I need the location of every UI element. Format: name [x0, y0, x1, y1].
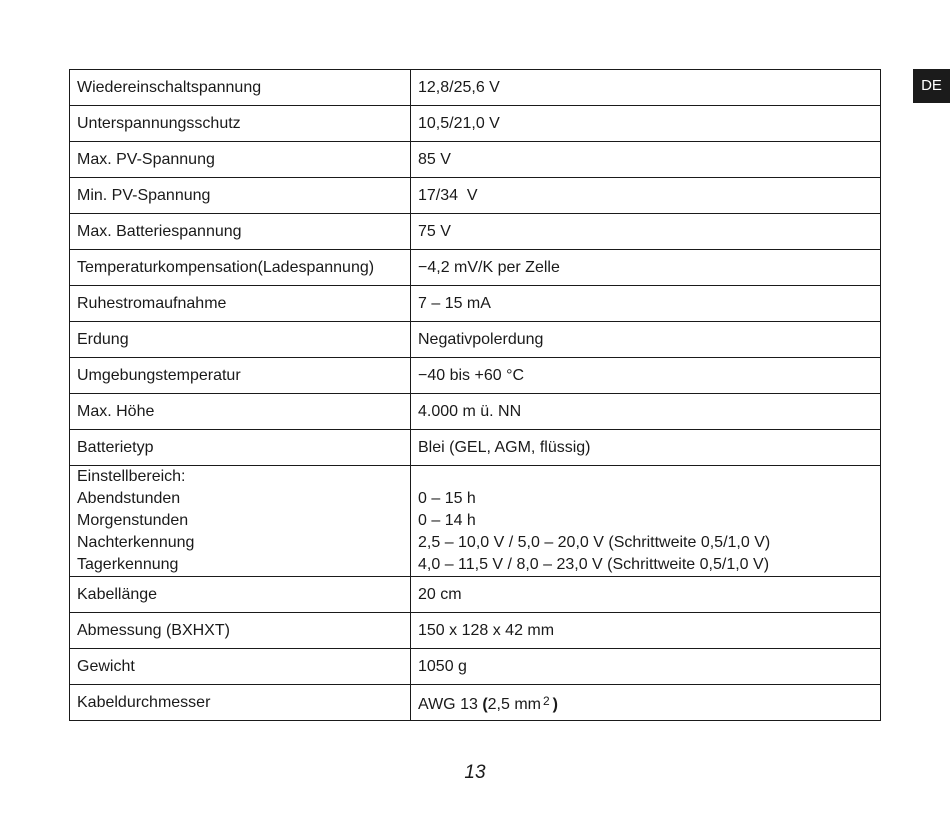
setting-label: Abendstunden: [77, 490, 181, 507]
settings-labels: [70, 466, 411, 577]
table-row: [70, 106, 881, 142]
spec-label: Ruhestromaufnahme: [70, 286, 411, 322]
spec-value: Blei (GEL, AGM, flüssig): [411, 430, 881, 466]
table-row: [70, 577, 881, 613]
table-row: [70, 250, 881, 286]
spec-value: 75 V: [411, 214, 881, 250]
spec-label: Min. PV-Spannung: [70, 178, 411, 214]
spec-label: Temperaturkompensation(Ladespannung): [70, 250, 411, 286]
spec-label: Kabellänge: [70, 577, 411, 613]
superscript: 2: [542, 693, 550, 708]
spec-value: 20 cm: [411, 577, 881, 613]
paren-open: (: [482, 695, 488, 713]
table-row: [70, 178, 881, 214]
setting-value: 2,5 – 10,0 V / 5,0 – 20,0 V (Schrittweite 0,5/1,0 V): [418, 534, 771, 551]
specifications-table: [69, 69, 881, 721]
spec-value: −4,2 mV/K per Zelle: [411, 250, 881, 286]
table-row: [70, 430, 881, 466]
paren-close: ): [552, 695, 558, 713]
cable-value-main: 2,5 mm: [487, 695, 541, 713]
page-number: 13: [464, 762, 486, 783]
table-row: [70, 70, 881, 106]
spec-value: [411, 685, 881, 721]
spec-label: Erdung: [70, 322, 411, 358]
settings-row: [70, 466, 881, 577]
spec-label: Abmessung (BXHXT): [70, 613, 411, 649]
spec-label: Max. Batteriespannung: [70, 214, 411, 250]
setting-label: Tagerkennung: [77, 556, 179, 573]
spec-label: Umgebungstemperatur: [70, 358, 411, 394]
setting-value: 4,0 – 11,5 V / 8,0 – 23,0 V (Schrittweite 0,5/1,0 V): [418, 556, 770, 573]
table-row: [70, 649, 881, 685]
setting-value: 0 – 15 h: [418, 490, 476, 507]
settings-heading: Einstellbereich:: [77, 468, 186, 485]
table-row: [70, 613, 881, 649]
table-row: [70, 685, 881, 721]
spec-value: 7 – 15 mA: [411, 286, 881, 322]
cable-value-prefix: AWG 13: [418, 695, 483, 713]
spec-label: Max. PV-Spannung: [70, 142, 411, 178]
spec-value: 4.000 m ü. NN: [411, 394, 881, 430]
setting-value: 0 – 14 h: [418, 512, 476, 529]
setting-label: Morgenstunden: [77, 512, 189, 529]
spec-value: Negativpolerdung: [411, 322, 881, 358]
spec-value: −40 bis +60 °C: [411, 358, 881, 394]
spec-value: 1050 g: [411, 649, 881, 685]
spec-label: Gewicht: [70, 649, 411, 685]
settings-values: [411, 466, 881, 577]
spec-label: Max. Höhe: [70, 394, 411, 430]
table-row: [70, 142, 881, 178]
spec-label: Wiedereinschaltspannung: [70, 70, 411, 106]
spec-label: Batterietyp: [70, 430, 411, 466]
table-row: [70, 286, 881, 322]
table-row: [70, 322, 881, 358]
spec-label: Unterspannungsschutz: [70, 106, 411, 142]
table-row: [70, 214, 881, 250]
spec-value: 150 x 128 x 42 mm: [411, 613, 881, 649]
spec-value: 12,8/25,6 V: [411, 70, 881, 106]
settings-heading-spacer: [418, 466, 873, 488]
spec-value: 85 V: [411, 142, 881, 178]
language-tab: DE: [913, 69, 950, 103]
spec-label: Kabeldurchmesser: [70, 685, 411, 721]
spec-value: 10,5/21,0 V: [411, 106, 881, 142]
table-row: [70, 358, 881, 394]
spec-value: 17/34 V: [411, 178, 881, 214]
table-row: [70, 394, 881, 430]
setting-label: Nachterkennung: [77, 534, 195, 551]
